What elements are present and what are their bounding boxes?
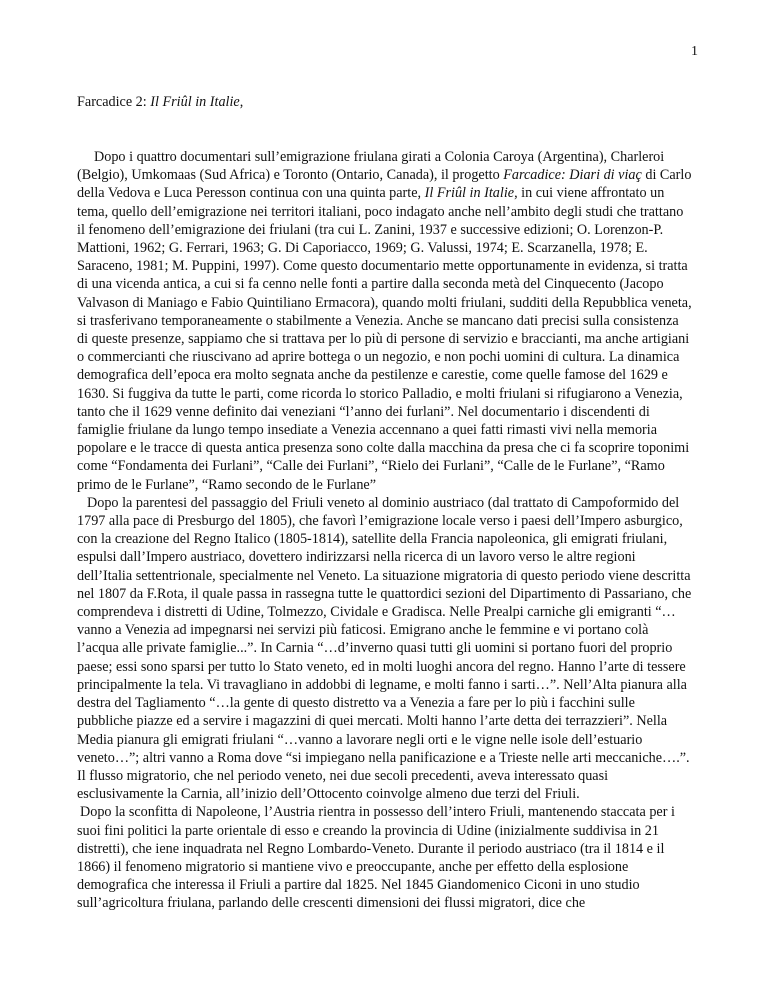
p1-italic-2: Il Friûl in Italie: [424, 185, 515, 202]
p1-italic-1: Farcadice: Diari di viaç: [503, 167, 642, 184]
document-title: [77, 93, 697, 111]
p1-text-3: , in cui viene affrontato un tema, quello dell’emigrazione nei territori italiani, poco indagato anche nell’ambito degli studi che trattano il fenomeno dell’emigrazione dei friulani (tra cui L. Zanini, 1937 e successive edizioni; O. Lorenzon-P. Mattioni, 1962; G. Ferrari, 1963; G. Di Caporiacco, 1969; G. Valussi, 1974; E. Scarzanella, 1978; E. Saraceno, 1981; M. Puppini, 1997). Come questo documentario mette opportunamente in evidenza, si tratta di una vicenda antica, a cui si fa cenno nelle fonti a partire dalla seconda metà del Cinquecento (Jacopo Valvason di Maniago e Fabio Quintiliano Ermacora), quando molti friulani, sudditi della Repubblica veneta, si trasferivano temporaneamente o stabilmente a Venezia. Anche se mancano dati precisi sulla consistenza di queste presenze, sappiamo che si trattava per lo più di persone di servizio e braccianti, ma anche artigiani o commercianti che riuscivano ad aprire bottega o un negozio, e non pochi uomini di cultura. La dinamica demografica dell’epoca era molto segnata anche da pestilenze e carestie, come quelle famose del 1629 e 1630. Si fuggiva da tutte le parti, come ricorda lo storico Palladio, e molti friulani si rifugiarono a Venezia, tanto che il 1629 venne definito dai veneziani “l’anno dei furlani”. Nel documentario i discendenti di famiglie friulane da lungo tempo insediate a Venezia accennano a quei fatti rimasti vivi nella memoria popolare e le tracce di questa antica presenza sono colte dalla macchina da presa che ci fa scoprire toponimi come “Fondamenta dei Furlani”, “Calle dei Furlani”, “Rielo dei Furlani”, “Calle de le Furlane”, “Ramo primo de le Furlane”, “Ramo secondo de le Furlane”: [77, 185, 692, 493]
title-italic: Il Friûl in Italie: [150, 94, 240, 110]
p1-text-2: di Carlo della Vedova e Luca Peresson continua con una quinta parte,: [77, 167, 692, 202]
page-number: 1: [691, 44, 698, 59]
title-prefix: Farcadice 2:: [77, 94, 151, 110]
paragraph-2: Dopo la parentesi del passaggio del Friuli veneto al dominio austriaco (dal trattato di Campoformido del 1797 alla pace di Presburgo del 1805), che favorì l’emigrazione locale verso i paesi dell’Impero asburgico, con la creazione del Regno Italico (1805-1814), satellite della Francia napoleonica, gli emigrati friulani, espulsi dall’Impero austriaco, dovettero indirizzarsi nella ricerca di un lavoro verso le altre regioni dell’Italia settentrionale, specialmente nel Veneto. La situazione migratoria di questo periodo viene descritta nel 1807 da F.Rota, il quale passa in rassegna tutte le quattordici sezioni del Dipartimento di Passariano, che comprendeva i distretti di Udine, Tolmezzo, Cividale e Gradisca. Nelle Prealpi carniche gli emigranti “…vanno a Venezia ad impegnarsi nei servizi più faticosi. Emigrano anche le femmine e vi portano colà l’acqua alle private famiglie...”. In Carnia “…d’inverno quasi tutti gli uomini si portano fuori del proprio paese; essi sono sparsi per tutto lo Stato veneto, ed in molti luoghi ancora del regno. Hanno l’arte di tessere principalmente la tela. Vi travagliano in addobbi di legname, e molti fanno i sarti…”. Nell’Alta pianura alla destra del Tagliamento “…la gente di questo distretto va a Venezia a fare per lo più i facchini sulle pubbliche piazze ed a servire i magazzini di quei mercati. Molti hanno l’arte detta dei terrazzieri”. Nella Media pianura gli emigrati friulani “…vanno a lavorare negli orti e le vigne nelle isole dell’estuario veneto…”; altri vanno a Roma dove “si impiegano nella panificazione e a Trieste nelle arti meccaniche….”. Il flusso migratorio, che nel periodo veneto, nei due secoli precedenti, aveva interessato quasi esclusivamente la Carnia, all’inizio dell’Ottocento coinvolge almeno due terzi del Friuli.: [77, 494, 692, 803]
title-suffix: ,: [239, 94, 244, 110]
p1-text-1: Dopo i quattro documentari sull’emigrazione friulana girati a Colonia Caroya (Argentina), Charleroi (Belgio), Umkomaas (Sud Africa) e Toronto (Ontario, Canada), il progetto: [77, 149, 665, 184]
paragraph-3: Dopo la sconfitta di Napoleone, l’Austria rientra in possesso dell’intero Friuli, mantenendo staccata per i suoi fini politici la parte orientale di esso e creando la provincia di Udine (inizialmente suddivisa in 21 distretti), che iene inquadrata nel Regno Lombardo-Veneto. Durante il periodo austriaco (tra il 1814 e il 1866) il fenomeno migratorio si mantiene vivo e preoccupante, anche per effetto della esplosione demografica che interessa il Friuli a partire dal 1825. Nel 1845 Giandomenico Ciconi in uno studio sull’agricoltura friulana, parlando delle crescenti dimensioni dei flussi migratori, dice che: [77, 804, 675, 912]
paragraph-1: [77, 148, 693, 494]
body-text: [77, 148, 693, 913]
